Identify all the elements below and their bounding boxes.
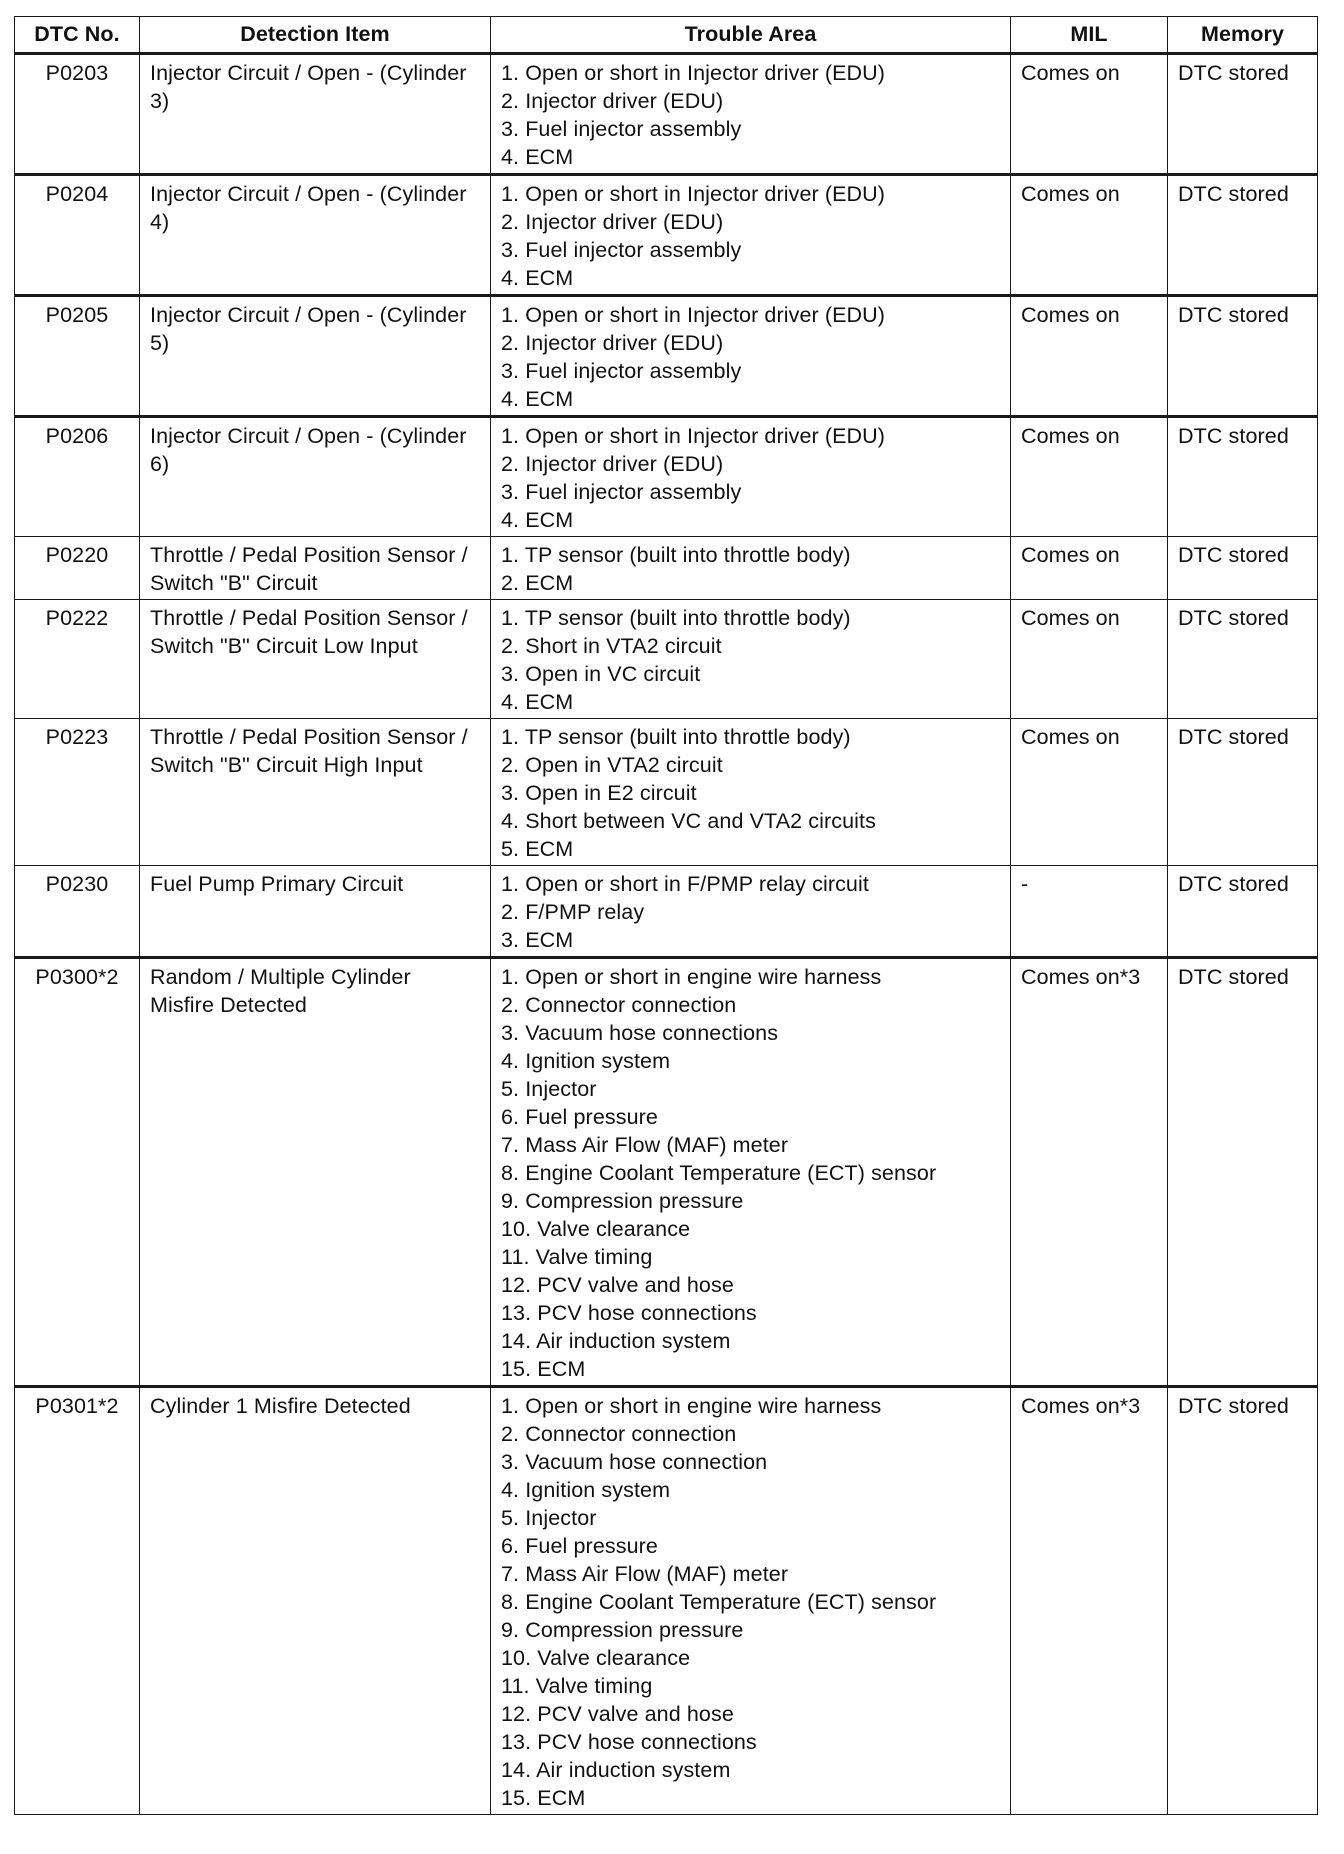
trouble-area-item: 12. PCV valve and hose — [501, 1702, 734, 1726]
memory-cell: DTC stored — [1168, 866, 1318, 958]
trouble-area-item: 6. Fuel pressure — [501, 1105, 658, 1129]
trouble-area-cell — [491, 417, 1011, 537]
table-row — [15, 537, 1318, 600]
trouble-area-item: 2. F/PMP relay — [501, 900, 645, 924]
memory-cell: DTC stored — [1168, 1387, 1318, 1815]
table-row — [15, 54, 1318, 175]
trouble-area-item: 9. Compression pressure — [501, 1618, 744, 1642]
trouble-area-item: 9. Compression pressure — [501, 1189, 744, 1213]
memory-cell: DTC stored — [1168, 537, 1318, 600]
trouble-area-item: 12. PCV valve and hose — [501, 1273, 734, 1297]
dtc-code-cell: P0223 — [15, 719, 140, 866]
table-row — [15, 866, 1318, 958]
mil-cell: Comes on — [1011, 54, 1168, 175]
trouble-area-item: 4. Short between VC and VTA2 circuits — [501, 809, 876, 833]
trouble-area-item: 4. ECM — [501, 145, 574, 169]
memory-cell: DTC stored — [1168, 417, 1318, 537]
table-header — [15, 17, 1318, 54]
mil-cell: Comes on*3 — [1011, 958, 1168, 1387]
trouble-area-item: 1. TP sensor (built into throttle body) — [501, 725, 851, 749]
memory-cell: DTC stored — [1168, 958, 1318, 1387]
trouble-area-cell — [491, 54, 1011, 175]
trouble-area-item: 1. Open or short in F/PMP relay circuit — [501, 872, 869, 896]
detection-item-cell: Injector Circuit / Open - (Cylinder 6) — [140, 417, 491, 537]
trouble-area-item: 2. Connector connection — [501, 1422, 737, 1446]
trouble-area-item: 3. Fuel injector assembly — [501, 359, 742, 383]
trouble-area-item: 6. Fuel pressure — [501, 1534, 658, 1558]
dtc-code-cell: P0206 — [15, 417, 140, 537]
trouble-area-cell — [491, 1387, 1011, 1815]
trouble-area-item: 5. Injector — [501, 1506, 597, 1530]
detection-item-cell: Injector Circuit / Open - (Cylinder 4) — [140, 175, 491, 296]
header-memory: Memory — [1168, 17, 1318, 54]
mil-cell: Comes on — [1011, 719, 1168, 866]
trouble-area-item: 3. Fuel injector assembly — [501, 117, 742, 141]
mil-cell: Comes on — [1011, 600, 1168, 719]
trouble-area-item: 5. ECM — [501, 837, 574, 861]
trouble-area-cell — [491, 600, 1011, 719]
trouble-area-item: 4. ECM — [501, 266, 574, 290]
table-row — [15, 417, 1318, 537]
dtc-code-cell: P0301*2 — [15, 1387, 140, 1815]
trouble-area-item: 1. TP sensor (built into throttle body) — [501, 606, 851, 630]
trouble-area-cell — [491, 296, 1011, 417]
table-row — [15, 1387, 1318, 1815]
trouble-area-list — [501, 422, 1000, 534]
table-row — [15, 719, 1318, 866]
dtc-code-cell: P0230 — [15, 866, 140, 958]
trouble-area-item: 3. Fuel injector assembly — [501, 238, 742, 262]
detection-item-cell: Throttle / Pedal Position Sensor / Switch "B" Circuit Low Input — [140, 600, 491, 719]
detection-item-cell: Injector Circuit / Open - (Cylinder 5) — [140, 296, 491, 417]
dtc-code-cell: P0222 — [15, 600, 140, 719]
trouble-area-item: 4. Ignition system — [501, 1049, 671, 1073]
trouble-area-item: 4. Ignition system — [501, 1478, 671, 1502]
mil-cell: Comes on — [1011, 175, 1168, 296]
trouble-area-item: 15. ECM — [501, 1357, 586, 1381]
trouble-area-item: 2. Injector driver (EDU) — [501, 89, 724, 113]
mil-cell: - — [1011, 866, 1168, 958]
trouble-area-item: 11. Valve timing — [501, 1674, 653, 1698]
trouble-area-item: 5. Injector — [501, 1077, 597, 1101]
trouble-area-item: 2. Short in VTA2 circuit — [501, 634, 722, 658]
table-row — [15, 958, 1318, 1387]
dtc-table — [14, 16, 1318, 1815]
trouble-area-item: 2. Injector driver (EDU) — [501, 452, 724, 476]
header-row — [15, 17, 1318, 54]
trouble-area-item: 4. ECM — [501, 690, 574, 714]
trouble-area-item: 2. Injector driver (EDU) — [501, 210, 724, 234]
header-dtc-no: DTC No. — [15, 17, 140, 54]
dtc-code-cell: P0220 — [15, 537, 140, 600]
trouble-area-item: 3. ECM — [501, 928, 574, 952]
detection-item-cell: Random / Multiple Cylinder Misfire Detected — [140, 958, 491, 1387]
mil-cell: Comes on — [1011, 537, 1168, 600]
trouble-area-item: 14. Air induction system — [501, 1329, 731, 1353]
table-body — [15, 54, 1318, 1815]
header-mil: MIL — [1011, 17, 1168, 54]
trouble-area-item: 3. Vacuum hose connection — [501, 1450, 768, 1474]
dtc-code-cell: P0300*2 — [15, 958, 140, 1387]
trouble-area-cell — [491, 537, 1011, 600]
memory-cell: DTC stored — [1168, 600, 1318, 719]
memory-cell: DTC stored — [1168, 719, 1318, 866]
trouble-area-item: 2. Connector connection — [501, 993, 737, 1017]
table-row — [15, 296, 1318, 417]
trouble-area-item: 3. Open in VC circuit — [501, 662, 701, 686]
trouble-area-item: 10. Valve clearance — [501, 1646, 691, 1670]
memory-cell: DTC stored — [1168, 175, 1318, 296]
trouble-area-item: 1. Open or short in Injector driver (EDU) — [501, 303, 886, 327]
trouble-area-item: 2. Open in VTA2 circuit — [501, 753, 723, 777]
trouble-area-item: 4. ECM — [501, 387, 574, 411]
trouble-area-item: 15. ECM — [501, 1786, 586, 1810]
table-row — [15, 600, 1318, 719]
trouble-area-item: 1. Open or short in engine wire harness — [501, 1394, 882, 1418]
memory-cell: DTC stored — [1168, 54, 1318, 175]
detection-item-cell: Throttle / Pedal Position Sensor / Switch "B" Circuit High Input — [140, 719, 491, 866]
trouble-area-item: 2. ECM — [501, 571, 574, 595]
detection-item-cell: Throttle / Pedal Position Sensor / Switch "B" Circuit — [140, 537, 491, 600]
trouble-area-list — [501, 723, 1000, 863]
trouble-area-item: 4. ECM — [501, 508, 574, 532]
trouble-area-item: 14. Air induction system — [501, 1758, 731, 1782]
trouble-area-item: 1. TP sensor (built into throttle body) — [501, 543, 851, 567]
dtc-code-cell: P0204 — [15, 175, 140, 296]
trouble-area-item: 11. Valve timing — [501, 1245, 653, 1269]
trouble-area-item: 1. Open or short in Injector driver (EDU) — [501, 182, 886, 206]
trouble-area-cell — [491, 719, 1011, 866]
trouble-area-item: 8. Engine Coolant Temperature (ECT) sensor — [501, 1590, 937, 1614]
trouble-area-list — [501, 541, 1000, 597]
detection-item-cell: Cylinder 1 Misfire Detected — [140, 1387, 491, 1815]
trouble-area-list — [501, 604, 1000, 716]
trouble-area-item: 7. Mass Air Flow (MAF) meter — [501, 1133, 789, 1157]
trouble-area-item: 1. Open or short in Injector driver (EDU) — [501, 424, 886, 448]
trouble-area-item: 3. Fuel injector assembly — [501, 480, 742, 504]
detection-item-cell: Injector Circuit / Open - (Cylinder 3) — [140, 54, 491, 175]
trouble-area-list — [501, 870, 1000, 954]
trouble-area-cell — [491, 175, 1011, 296]
mil-cell: Comes on — [1011, 417, 1168, 537]
table-row — [15, 175, 1318, 296]
trouble-area-list — [501, 301, 1000, 413]
trouble-area-item: 13. PCV hose connections — [501, 1301, 757, 1325]
trouble-area-item: 2. Injector driver (EDU) — [501, 331, 724, 355]
mil-cell: Comes on — [1011, 296, 1168, 417]
trouble-area-cell — [491, 958, 1011, 1387]
header-trouble-area: Trouble Area — [491, 17, 1011, 54]
trouble-area-list — [501, 180, 1000, 292]
mil-cell: Comes on*3 — [1011, 1387, 1168, 1815]
trouble-area-list — [501, 963, 1000, 1383]
trouble-area-list — [501, 59, 1000, 171]
trouble-area-item: 3. Vacuum hose connections — [501, 1021, 779, 1045]
trouble-area-item: 13. PCV hose connections — [501, 1730, 757, 1754]
detection-item-cell: Fuel Pump Primary Circuit — [140, 866, 491, 958]
trouble-area-item: 3. Open in E2 circuit — [501, 781, 697, 805]
trouble-area-item: 1. Open or short in engine wire harness — [501, 965, 882, 989]
memory-cell: DTC stored — [1168, 296, 1318, 417]
trouble-area-item: 8. Engine Coolant Temperature (ECT) sensor — [501, 1161, 937, 1185]
trouble-area-item: 7. Mass Air Flow (MAF) meter — [501, 1562, 789, 1586]
trouble-area-list — [501, 1392, 1000, 1812]
trouble-area-item: 10. Valve clearance — [501, 1217, 691, 1241]
trouble-area-cell — [491, 866, 1011, 958]
dtc-code-cell: P0205 — [15, 296, 140, 417]
header-detection-item: Detection Item — [140, 17, 491, 54]
trouble-area-item: 1. Open or short in Injector driver (EDU) — [501, 61, 886, 85]
dtc-code-cell: P0203 — [15, 54, 140, 175]
